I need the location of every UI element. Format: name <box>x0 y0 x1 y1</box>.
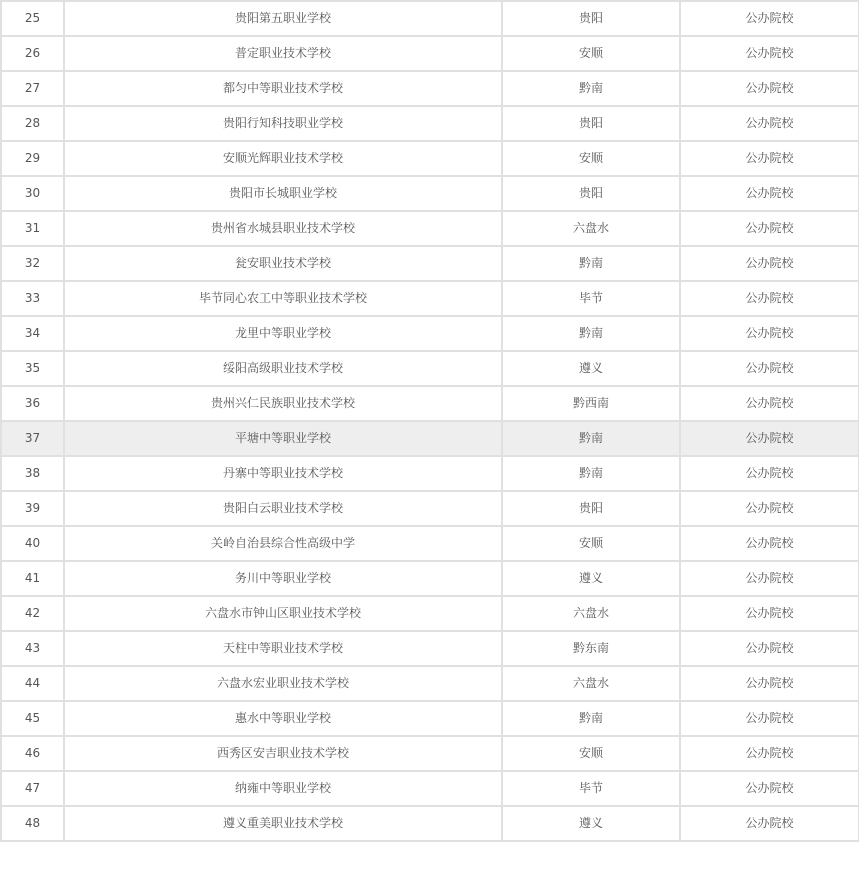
school-type-cell: 公办院校 <box>680 386 859 421</box>
school-type-cell: 公办院校 <box>680 491 859 526</box>
city-cell: 贵阳 <box>502 491 680 526</box>
school-type-cell: 公办院校 <box>680 771 859 806</box>
city-cell: 黔南 <box>502 246 680 281</box>
row-number-cell: 41 <box>1 561 64 596</box>
school-type-cell: 公办院校 <box>680 106 859 141</box>
school-type-cell: 公办院校 <box>680 211 859 246</box>
row-number-cell: 40 <box>1 526 64 561</box>
row-number-cell: 26 <box>1 36 64 71</box>
table-row <box>1 666 859 701</box>
school-name-cell: 遵义重美职业技术学校 <box>64 806 502 841</box>
row-number-cell: 47 <box>1 771 64 806</box>
table-row <box>1 316 859 351</box>
school-type-cell: 公办院校 <box>680 36 859 71</box>
school-type-cell: 公办院校 <box>680 281 859 316</box>
city-cell: 安顺 <box>502 141 680 176</box>
table-row <box>1 1 859 36</box>
school-name-cell: 贵州兴仁民族职业技术学校 <box>64 386 502 421</box>
city-cell: 黔南 <box>502 316 680 351</box>
city-cell: 六盘水 <box>502 211 680 246</box>
city-cell: 黔东南 <box>502 631 680 666</box>
table-row <box>1 141 859 176</box>
row-number-cell: 48 <box>1 806 64 841</box>
school-name-cell: 纳雍中等职业学校 <box>64 771 502 806</box>
row-number-cell: 35 <box>1 351 64 386</box>
school-type-cell: 公办院校 <box>680 176 859 211</box>
table-row <box>1 36 859 71</box>
row-number-cell: 28 <box>1 106 64 141</box>
school-name-cell: 绥阳高级职业技术学校 <box>64 351 502 386</box>
school-name-cell: 关岭自治县综合性高级中学 <box>64 526 502 561</box>
city-cell: 毕节 <box>502 771 680 806</box>
table-row <box>1 246 859 281</box>
school-name-cell: 六盘水市钟山区职业技术学校 <box>64 596 502 631</box>
school-type-cell: 公办院校 <box>680 596 859 631</box>
city-cell: 毕节 <box>502 281 680 316</box>
row-number-cell: 29 <box>1 141 64 176</box>
city-cell: 黔南 <box>502 421 680 456</box>
city-cell: 遵义 <box>502 351 680 386</box>
school-name-cell: 平塘中等职业学校 <box>64 421 502 456</box>
table-row <box>1 456 859 491</box>
school-name-cell: 务川中等职业学校 <box>64 561 502 596</box>
row-number-cell: 34 <box>1 316 64 351</box>
city-cell: 六盘水 <box>502 596 680 631</box>
school-type-cell: 公办院校 <box>680 246 859 281</box>
table-row <box>1 491 859 526</box>
school-name-cell: 贵州省水城县职业技术学校 <box>64 211 502 246</box>
city-cell: 黔西南 <box>502 386 680 421</box>
row-number-cell: 45 <box>1 701 64 736</box>
school-name-cell: 六盘水宏业职业技术学校 <box>64 666 502 701</box>
row-number-cell: 32 <box>1 246 64 281</box>
school-name-cell: 龙里中等职业学校 <box>64 316 502 351</box>
school-name-cell: 天柱中等职业技术学校 <box>64 631 502 666</box>
school-name-cell: 贵阳第五职业学校 <box>64 1 502 36</box>
city-cell: 黔南 <box>502 701 680 736</box>
city-cell: 遵义 <box>502 561 680 596</box>
school-type-cell: 公办院校 <box>680 456 859 491</box>
city-cell: 贵阳 <box>502 106 680 141</box>
table-row <box>1 736 859 771</box>
school-type-cell: 公办院校 <box>680 561 859 596</box>
table-row <box>1 526 859 561</box>
row-number-cell: 25 <box>1 1 64 36</box>
city-cell: 安顺 <box>502 736 680 771</box>
table-row <box>1 596 859 631</box>
school-name-cell: 瓮安职业技术学校 <box>64 246 502 281</box>
city-cell: 贵阳 <box>502 1 680 36</box>
row-number-cell: 36 <box>1 386 64 421</box>
school-name-cell: 毕节同心农工中等职业技术学校 <box>64 281 502 316</box>
table-row <box>1 351 859 386</box>
table-row <box>1 421 859 456</box>
table-row <box>1 386 859 421</box>
table-row <box>1 211 859 246</box>
school-name-cell: 普定职业技术学校 <box>64 36 502 71</box>
row-number-cell: 33 <box>1 281 64 316</box>
school-type-cell: 公办院校 <box>680 71 859 106</box>
school-type-cell: 公办院校 <box>680 806 859 841</box>
school-name-cell: 安顺光辉职业技术学校 <box>64 141 502 176</box>
row-number-cell: 44 <box>1 666 64 701</box>
table-row <box>1 71 859 106</box>
city-cell: 贵阳 <box>502 176 680 211</box>
row-number-cell: 46 <box>1 736 64 771</box>
row-number-cell: 38 <box>1 456 64 491</box>
school-name-cell: 贵阳行知科技职业学校 <box>64 106 502 141</box>
table-row <box>1 631 859 666</box>
school-name-cell: 惠水中等职业学校 <box>64 701 502 736</box>
city-cell: 黔南 <box>502 456 680 491</box>
school-name-cell: 丹寨中等职业技术学校 <box>64 456 502 491</box>
row-number-cell: 37 <box>1 421 64 456</box>
school-type-cell: 公办院校 <box>680 526 859 561</box>
table-row <box>1 771 859 806</box>
row-number-cell: 31 <box>1 211 64 246</box>
school-type-cell: 公办院校 <box>680 666 859 701</box>
school-type-cell: 公办院校 <box>680 351 859 386</box>
school-type-cell: 公办院校 <box>680 316 859 351</box>
school-name-cell: 贵阳市长城职业学校 <box>64 176 502 211</box>
table-row <box>1 106 859 141</box>
table-row <box>1 701 859 736</box>
school-name-cell: 贵阳白云职业技术学校 <box>64 491 502 526</box>
school-type-cell: 公办院校 <box>680 631 859 666</box>
row-number-cell: 39 <box>1 491 64 526</box>
city-cell: 六盘水 <box>502 666 680 701</box>
school-type-cell: 公办院校 <box>680 736 859 771</box>
school-name-cell: 都匀中等职业技术学校 <box>64 71 502 106</box>
table-row <box>1 281 859 316</box>
row-number-cell: 42 <box>1 596 64 631</box>
row-number-cell: 43 <box>1 631 64 666</box>
school-type-cell: 公办院校 <box>680 1 859 36</box>
city-cell: 安顺 <box>502 526 680 561</box>
school-type-cell: 公办院校 <box>680 141 859 176</box>
school-type-cell: 公办院校 <box>680 421 859 456</box>
city-cell: 遵义 <box>502 806 680 841</box>
table-body <box>1 1 859 841</box>
table-row <box>1 806 859 841</box>
city-cell: 黔南 <box>502 71 680 106</box>
table-row <box>1 176 859 211</box>
school-name-cell: 西秀区安吉职业技术学校 <box>64 736 502 771</box>
row-number-cell: 30 <box>1 176 64 211</box>
city-cell: 安顺 <box>502 36 680 71</box>
row-number-cell: 27 <box>1 71 64 106</box>
school-type-cell: 公办院校 <box>680 701 859 736</box>
table-row <box>1 561 859 596</box>
